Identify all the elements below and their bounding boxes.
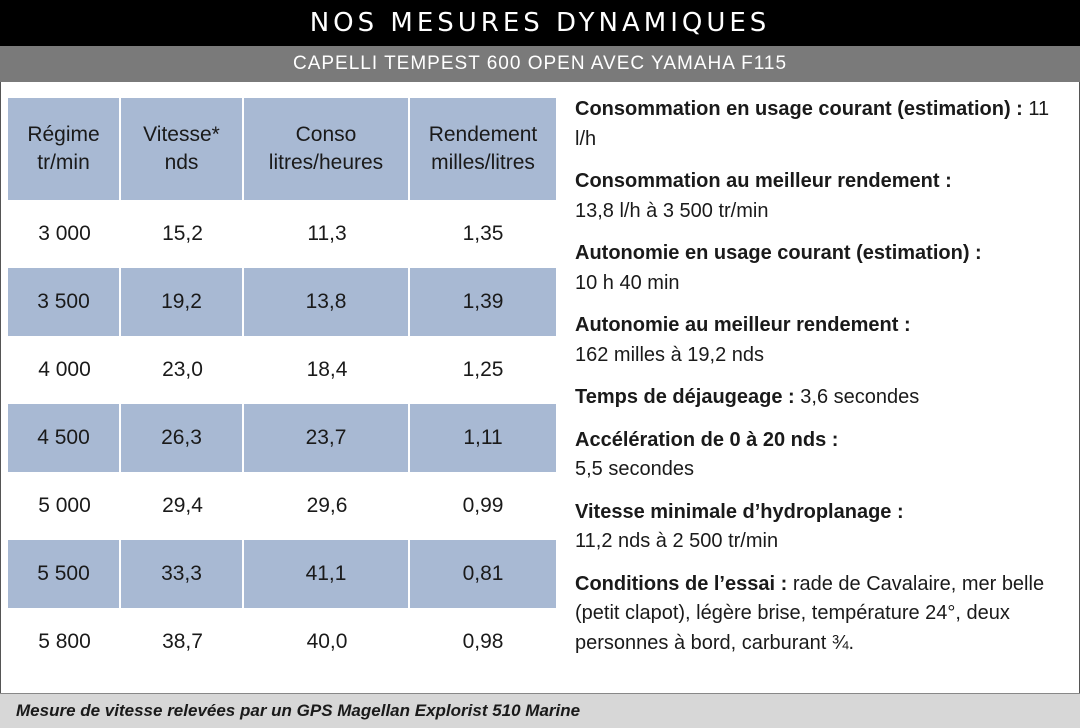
title-bar xyxy=(0,0,1080,46)
table-row xyxy=(8,336,556,404)
info-label: Vitesse minimale d’hydroplanage : xyxy=(575,500,904,523)
column-header-line1: Régime xyxy=(27,123,100,146)
table-header xyxy=(8,98,556,200)
table-row xyxy=(8,268,556,336)
info-value: 3,6 secondes xyxy=(800,386,920,408)
table-row xyxy=(8,608,556,676)
info-value: 11,2 nds à 2 500 tr/min xyxy=(575,530,779,552)
info-item-dejaugeage xyxy=(575,383,1065,413)
table-row xyxy=(8,540,556,608)
info-item-autonomie-courant xyxy=(575,239,1065,298)
cell-rendement: 0,98 xyxy=(462,630,504,653)
info-value: 13,8 l/h à 3 500 tr/min xyxy=(575,199,769,222)
info-item-hydroplanage xyxy=(575,498,1065,557)
info-label: Accélération de 0 à 20 nds : xyxy=(575,428,839,451)
cell-vitesse: 26,3 xyxy=(121,404,244,472)
info-separator: : xyxy=(1010,98,1029,120)
column-header-line1: Vitesse* xyxy=(143,123,220,146)
column-header-line2: tr/min xyxy=(37,151,90,174)
cell-conso: 11,3 xyxy=(307,222,347,245)
table-row xyxy=(8,404,556,472)
cell-vitesse: 33,3 xyxy=(121,540,244,608)
cell-regime: 3 500 xyxy=(8,268,121,336)
info-separator: : xyxy=(782,386,801,408)
page-title: NOS MESURES DYNAMIQUES xyxy=(309,8,771,38)
cell-conso: 23,7 xyxy=(244,404,410,472)
page-subtitle: CAPELLI TEMPEST 600 OPEN AVEC YAMAHA F115 xyxy=(292,53,788,74)
cell-regime: 3 000 xyxy=(38,222,91,245)
cell-regime: 5 000 xyxy=(38,494,91,517)
table-row xyxy=(8,200,556,268)
cell-vitesse: 29,4 xyxy=(162,494,203,517)
info-label: Autonomie au meilleur rendement : xyxy=(575,314,911,336)
column-header-line1: Conso xyxy=(295,123,357,146)
cell-conso: 40,0 xyxy=(306,630,348,653)
cell-vitesse: 15,2 xyxy=(162,222,203,245)
cell-rendement: 1,25 xyxy=(462,358,504,381)
column-header-vitesse xyxy=(121,98,244,200)
footnote-bar xyxy=(0,693,1080,728)
cell-rendement: 1,39 xyxy=(462,290,504,313)
info-label: Consommation en usage courant (estimation) xyxy=(575,98,1011,120)
cell-vitesse: 19,2 xyxy=(121,268,244,336)
table-row xyxy=(8,472,556,540)
cell-regime: 4 000 xyxy=(38,358,91,381)
info-separator: : xyxy=(775,572,793,595)
column-header-regime xyxy=(8,98,121,200)
info-value: rade de Cavalaire, mer belle (petit clapot), légère brise, température 24°, deux personnes à bord, carburant ¾. xyxy=(575,572,1045,654)
info-label: Autonomie en usage courant (estimation) : xyxy=(575,242,982,264)
info-label: Conditions de l’essai xyxy=(575,572,776,595)
column-header-rendement xyxy=(410,98,556,200)
cell-vitesse: 38,7 xyxy=(162,630,203,653)
cell-conso: 29,6 xyxy=(306,494,348,517)
info-item-autonomie-meilleur xyxy=(575,311,1065,370)
info-value: 162 milles à 19,2 nds xyxy=(575,343,765,366)
column-header-conso xyxy=(244,98,410,200)
info-item-acceleration xyxy=(575,426,1065,485)
footnote: Mesure de vitesse relevées par un GPS Magellan Explorist 510 Marine xyxy=(16,701,581,720)
info-item-conso-meilleur xyxy=(575,167,1065,226)
measures-table xyxy=(8,98,556,680)
info-label: Consommation au meilleur rendement : xyxy=(575,170,952,192)
column-header-line1: Rendement xyxy=(428,123,538,146)
info-item-conso-courant xyxy=(575,95,1065,154)
cell-conso: 13,8 xyxy=(244,268,410,336)
cell-rendement: 0,99 xyxy=(462,494,504,517)
column-header-line2: litres/heures xyxy=(268,151,384,174)
info-value: 10 h 40 min xyxy=(575,271,680,294)
info-label: Temps de déjaugeage xyxy=(575,386,783,408)
cell-rendement: 0,81 xyxy=(462,562,504,585)
info-value: 5,5 secondes xyxy=(575,458,694,480)
cell-regime: 5 500 xyxy=(8,540,121,608)
cell-rendement: 1,35 xyxy=(462,222,504,245)
column-header-line2: milles/litres xyxy=(431,151,535,174)
cell-vitesse: 23,0 xyxy=(162,358,203,381)
cell-rendement: 1,11 xyxy=(463,426,503,449)
info-value: 11 l/h xyxy=(575,98,1050,150)
subtitle-bar xyxy=(0,46,1080,82)
info-item-conditions xyxy=(575,570,1065,659)
cell-regime: 5 800 xyxy=(38,630,91,653)
column-header-line2: nds xyxy=(164,151,199,174)
cell-conso: 41,1 xyxy=(244,540,410,608)
results-summary xyxy=(575,95,1065,671)
cell-regime: 4 500 xyxy=(8,404,121,472)
cell-conso: 18,4 xyxy=(306,358,348,381)
